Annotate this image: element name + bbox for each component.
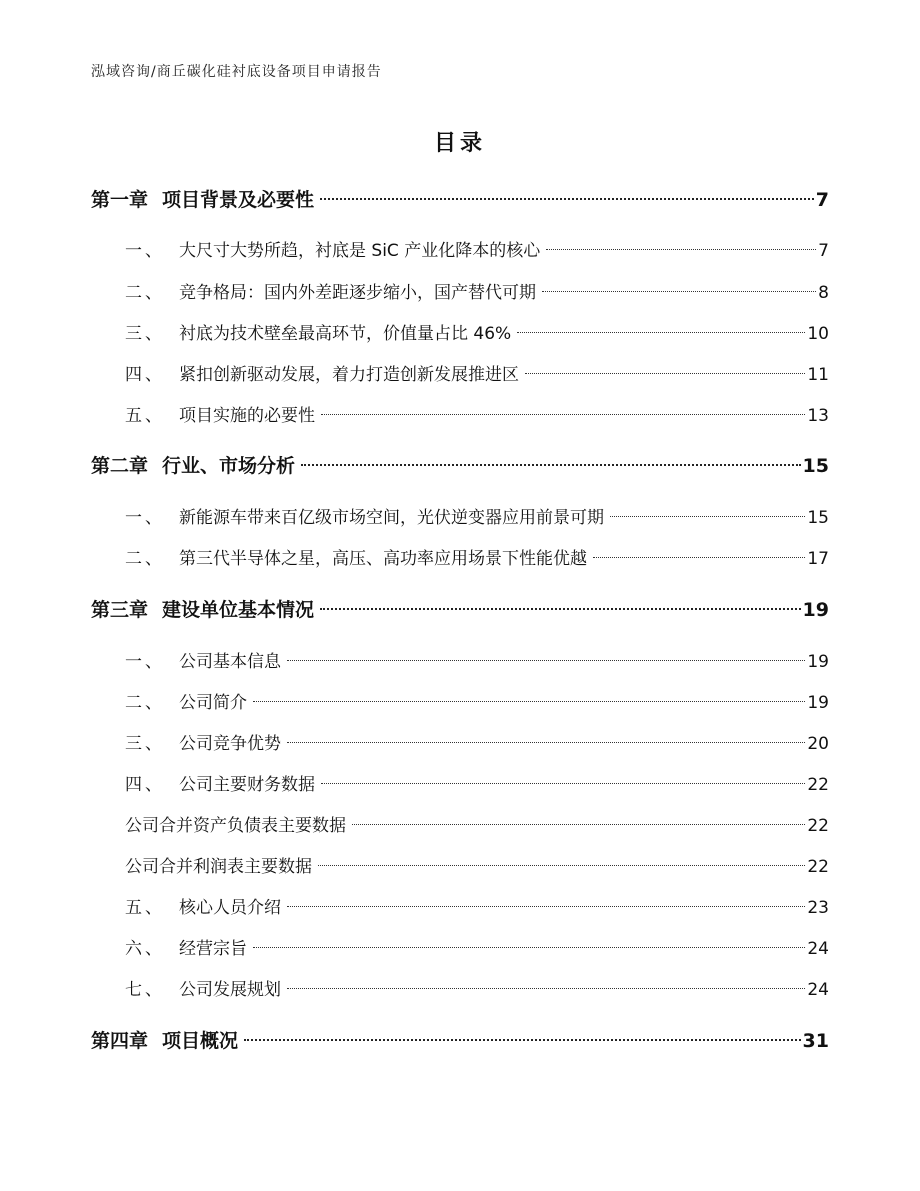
toc-entry-number: 第二章 bbox=[91, 455, 149, 477]
toc-section-1-2[interactable] bbox=[125, 279, 829, 307]
toc-entry-label bbox=[125, 237, 540, 265]
toc-entry-label bbox=[91, 186, 314, 214]
dot-leader bbox=[352, 824, 805, 825]
dot-leader bbox=[287, 742, 805, 743]
toc-entry-label bbox=[91, 1027, 238, 1055]
toc-entry-label bbox=[91, 452, 295, 480]
toc-page-number: 7 bbox=[818, 241, 829, 261]
toc-entry-text: 经营宗旨 bbox=[179, 939, 247, 959]
toc-entry-label bbox=[125, 402, 315, 430]
toc-entry-text: 竞争格局：国内外差距逐步缩小，国产替代可期 bbox=[179, 283, 536, 303]
toc-entry-number: 一、 bbox=[125, 652, 165, 672]
toc-entry-number: 一、 bbox=[125, 241, 165, 261]
toc-section-1-5[interactable] bbox=[125, 402, 829, 430]
toc-entry-label bbox=[125, 320, 511, 348]
toc-page-number: 8 bbox=[818, 283, 829, 303]
dot-leader bbox=[287, 660, 805, 661]
toc-section-3-5[interactable] bbox=[125, 894, 829, 922]
toc-chapter-4[interactable] bbox=[91, 1027, 829, 1055]
toc-entry-text: 核心人员介绍 bbox=[179, 898, 281, 918]
toc-entry-number: 三、 bbox=[125, 734, 165, 754]
toc-entry-text: 公司合并利润表主要数据 bbox=[125, 857, 312, 877]
toc-entry-label bbox=[125, 279, 536, 307]
dot-leader bbox=[287, 906, 805, 907]
toc-page-number: 22 bbox=[807, 816, 829, 836]
dot-leader bbox=[321, 414, 805, 415]
toc-entry-text: 新能源车带来百亿级市场空间，光伏逆变器应用前景可期 bbox=[179, 508, 604, 528]
toc-entry-label bbox=[125, 648, 281, 676]
toc-entry-number: 七、 bbox=[125, 980, 165, 1000]
dot-leader bbox=[542, 291, 816, 292]
toc-entry-label bbox=[125, 689, 247, 717]
toc-entry-label bbox=[125, 504, 604, 532]
toc-page-number: 19 bbox=[807, 693, 829, 713]
toc-entry-number: 三、 bbox=[125, 324, 165, 344]
toc-section-3-7[interactable] bbox=[125, 976, 829, 1004]
toc-entry-number: 四、 bbox=[125, 365, 165, 385]
dot-leader bbox=[318, 865, 805, 866]
toc-entry-text: 公司简介 bbox=[179, 693, 247, 713]
toc-entry-text: 项目背景及必要性 bbox=[162, 189, 315, 211]
toc-section-1-1[interactable] bbox=[125, 237, 829, 265]
dot-leader bbox=[287, 988, 805, 989]
toc-section-3-2[interactable] bbox=[125, 689, 829, 717]
toc-chapter-1[interactable] bbox=[91, 186, 829, 214]
toc-subsection-income-statement[interactable] bbox=[125, 853, 829, 881]
toc-page-number: 15 bbox=[802, 455, 829, 477]
toc-entry-text: 大尺寸大势所趋，衬底是 SiC 产业化降本的核心 bbox=[179, 241, 541, 261]
toc-entry-label bbox=[125, 976, 281, 1004]
dot-leader bbox=[253, 701, 805, 702]
toc-entry-text: 项目概况 bbox=[162, 1030, 239, 1052]
toc-entry-text: 公司基本信息 bbox=[179, 652, 281, 672]
toc-page-number: 31 bbox=[802, 1030, 829, 1052]
toc-entry-label bbox=[125, 853, 312, 881]
toc-page-number: 23 bbox=[807, 898, 829, 918]
toc-page-number: 7 bbox=[815, 189, 829, 211]
toc-section-3-1[interactable] bbox=[125, 648, 829, 676]
toc-chapter-3[interactable] bbox=[91, 596, 829, 624]
toc-entry-label bbox=[125, 730, 281, 758]
toc-entry-text: 第三代半导体之星，高压、高功率应用场景下性能优越 bbox=[179, 549, 587, 569]
toc-page-number: 17 bbox=[807, 549, 829, 569]
toc-entry-text: 行业、市场分析 bbox=[162, 455, 296, 477]
toc-page-number: 20 bbox=[807, 734, 829, 754]
toc-entry-number: 五、 bbox=[125, 898, 165, 918]
toc-entry-number: 六、 bbox=[125, 939, 165, 959]
toc-section-3-4[interactable] bbox=[125, 771, 829, 799]
toc-entry-text: 公司主要财务数据 bbox=[179, 775, 315, 795]
toc-section-2-1[interactable] bbox=[125, 504, 829, 532]
toc-page-number: 24 bbox=[807, 980, 829, 1000]
toc-page-number: 15 bbox=[807, 508, 829, 528]
dot-leader bbox=[525, 373, 805, 374]
dot-leader bbox=[320, 198, 814, 200]
toc-page-number: 10 bbox=[807, 324, 829, 344]
toc-page-number: 24 bbox=[807, 939, 829, 959]
dot-leader bbox=[610, 516, 805, 517]
toc-entry-number: 二、 bbox=[125, 693, 165, 713]
dot-leader bbox=[546, 249, 816, 250]
toc-chapter-2[interactable] bbox=[91, 452, 829, 480]
dot-leader bbox=[593, 557, 805, 558]
toc-section-3-3[interactable] bbox=[125, 730, 829, 758]
toc-entry-label bbox=[125, 894, 281, 922]
toc-entry-label bbox=[125, 935, 247, 963]
toc-entry-label bbox=[125, 361, 519, 389]
toc-entry-number: 五、 bbox=[125, 406, 165, 426]
toc-entry-number: 第三章 bbox=[91, 599, 149, 621]
toc-entry-text: 公司竞争优势 bbox=[179, 734, 281, 754]
toc-entry-text: 项目实施的必要性 bbox=[179, 406, 315, 426]
toc-page-number: 13 bbox=[807, 406, 829, 426]
toc-entry-text: 紧扣创新驱动发展，着力打造创新发展推进区 bbox=[179, 365, 519, 385]
toc-entry-number: 四、 bbox=[125, 775, 165, 795]
dot-leader bbox=[517, 332, 805, 333]
toc-entry-number: 第四章 bbox=[91, 1030, 149, 1052]
running-header: 泓域咨询/商丘碳化硅衬底设备项目申请报告 bbox=[91, 64, 382, 80]
dot-leader bbox=[244, 1039, 801, 1041]
toc-section-1-3[interactable] bbox=[125, 320, 829, 348]
toc-entry-label bbox=[125, 771, 315, 799]
dot-leader bbox=[320, 608, 801, 610]
toc-section-1-4[interactable] bbox=[125, 361, 829, 389]
toc-page-number: 22 bbox=[807, 857, 829, 877]
dot-leader bbox=[253, 947, 805, 948]
toc-entry-text: 衬底为技术壁垒最高环节，价值量占比 46% bbox=[179, 324, 512, 344]
toc-entry-text: 公司发展规划 bbox=[179, 980, 281, 1000]
toc-entry-number: 第一章 bbox=[91, 189, 149, 211]
toc-page-number: 19 bbox=[802, 599, 829, 621]
toc-subsection-balance-sheet[interactable] bbox=[125, 812, 829, 840]
toc-entry-text: 建设单位基本情况 bbox=[162, 599, 315, 621]
toc-entry-label bbox=[91, 596, 314, 624]
toc-title: 目录 bbox=[433, 131, 486, 156]
dot-leader bbox=[301, 464, 801, 466]
toc-page-number: 11 bbox=[807, 365, 829, 385]
toc-entry-number: 二、 bbox=[125, 549, 165, 569]
toc-section-2-2[interactable] bbox=[125, 545, 829, 573]
toc-page-number: 22 bbox=[807, 775, 829, 795]
toc-entry-label bbox=[125, 545, 587, 573]
toc-entry-label bbox=[125, 812, 346, 840]
toc-entry-number: 一、 bbox=[125, 508, 165, 528]
toc-section-3-6[interactable] bbox=[125, 935, 829, 963]
toc-entry-number: 二、 bbox=[125, 283, 165, 303]
dot-leader bbox=[321, 783, 805, 784]
toc-page-number: 19 bbox=[807, 652, 829, 672]
toc-entry-text: 公司合并资产负债表主要数据 bbox=[125, 816, 346, 836]
